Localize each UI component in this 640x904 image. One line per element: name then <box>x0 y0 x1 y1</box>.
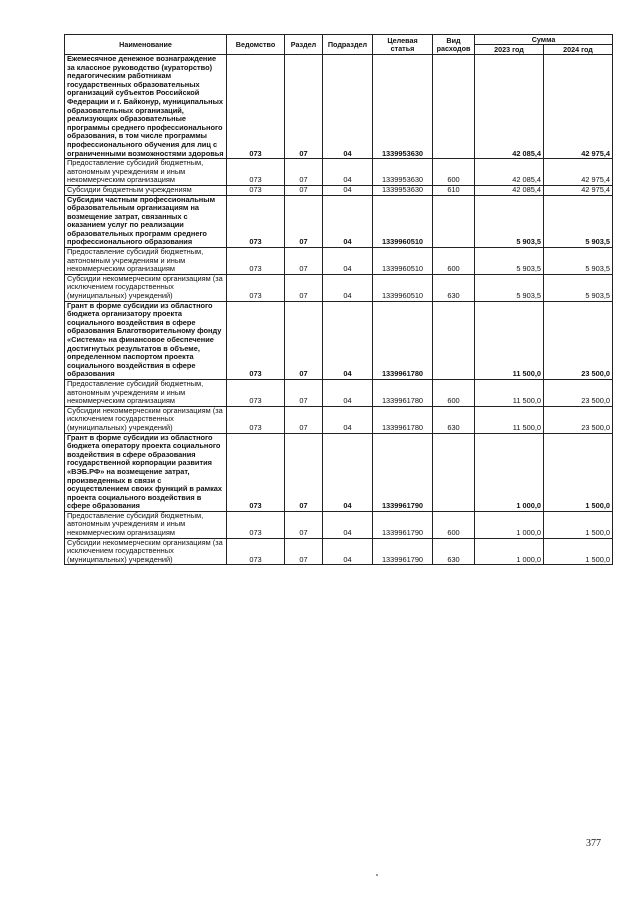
cell-name: Ежемесячное денежное вознаграждение за классное руководство (кураторство) педагогическим работникам государственных образовательных организаций субъектов Российской Федерации и г. Байконур, муниципальных образовательных организаций, реализующих образовательные программы среднего профессионального образования, в том числе программы профессионального обучения для лиц с ограниченными возможностями здоровья <box>65 55 227 159</box>
cell-department: 073 <box>227 274 285 301</box>
cell-subsection: 04 <box>323 55 373 159</box>
cell-expense-type: 600 <box>433 248 475 275</box>
cell-department: 073 <box>227 433 285 511</box>
cell-department: 073 <box>227 55 285 159</box>
cell-2024: 1 500,0 <box>544 538 613 565</box>
table-row <box>65 159 613 186</box>
cell-target: 1339961780 <box>373 379 433 406</box>
cell-2023: 42 085,4 <box>475 185 544 195</box>
header-sum: Сумма <box>475 35 613 45</box>
cell-department: 073 <box>227 185 285 195</box>
cell-target: 1339953630 <box>373 159 433 186</box>
cell-expense-type: 630 <box>433 274 475 301</box>
cell-2024: 23 500,0 <box>544 301 613 379</box>
cell-department: 073 <box>227 511 285 538</box>
cell-section: 07 <box>285 406 323 433</box>
cell-section: 07 <box>285 379 323 406</box>
cell-target: 1339961790 <box>373 538 433 565</box>
table-body <box>65 55 613 565</box>
table-row <box>65 185 613 195</box>
cell-subsection: 04 <box>323 511 373 538</box>
cell-name: Предоставление субсидий бюджетным, автономным учреждениям и иным некоммерческим организациям <box>65 159 227 186</box>
table-row <box>65 55 613 159</box>
cell-target: 1339961790 <box>373 433 433 511</box>
cell-2023: 42 085,4 <box>475 55 544 159</box>
cell-name: Предоставление субсидий бюджетным, автономным учреждениям и иным некоммерческим организациям <box>65 379 227 406</box>
cell-section: 07 <box>285 301 323 379</box>
table-row <box>65 379 613 406</box>
cell-target: 1339960510 <box>373 248 433 275</box>
cell-subsection: 04 <box>323 195 373 248</box>
table-row <box>65 195 613 248</box>
cell-name: Субсидии некоммерческим организациям (за исключением государственных (муниципальных) учреждений) <box>65 406 227 433</box>
header-section: Раздел <box>285 35 323 55</box>
cell-subsection: 04 <box>323 406 373 433</box>
cell-2024: 1 500,0 <box>544 433 613 511</box>
cell-department: 073 <box>227 195 285 248</box>
cell-target: 1339960510 <box>373 195 433 248</box>
table-row <box>65 538 613 565</box>
cell-2023: 11 500,0 <box>475 379 544 406</box>
cell-section: 07 <box>285 185 323 195</box>
cell-department: 073 <box>227 538 285 565</box>
cell-2024: 5 903,5 <box>544 248 613 275</box>
table-row <box>65 433 613 511</box>
cell-section: 07 <box>285 195 323 248</box>
cell-expense-type: 610 <box>433 185 475 195</box>
cell-section: 07 <box>285 433 323 511</box>
header-year-2023: 2023 год <box>475 45 544 55</box>
cell-2024: 1 500,0 <box>544 511 613 538</box>
cell-2023: 11 500,0 <box>475 406 544 433</box>
cell-section: 07 <box>285 274 323 301</box>
cell-subsection: 04 <box>323 433 373 511</box>
cell-subsection: 04 <box>323 248 373 275</box>
cell-expense-type <box>433 433 475 511</box>
cell-2024: 5 903,5 <box>544 274 613 301</box>
cell-name: Субсидии частным профессиональным образовательным организациям на возмещение затрат, связанных с оказанием услуг по реализации образовательных программ среднего профессионального образования <box>65 195 227 248</box>
cell-expense-type: 600 <box>433 511 475 538</box>
cell-expense-type <box>433 195 475 248</box>
header-year-2024: 2024 год <box>544 45 613 55</box>
cell-subsection: 04 <box>323 274 373 301</box>
cell-subsection: 04 <box>323 301 373 379</box>
cell-name: Субсидии некоммерческим организациям (за исключением государственных (муниципальных) учреждений) <box>65 274 227 301</box>
cell-2023: 1 000,0 <box>475 511 544 538</box>
cell-target: 1339953630 <box>373 55 433 159</box>
cell-subsection: 04 <box>323 159 373 186</box>
scan-speck <box>376 874 378 876</box>
cell-name: Субсидии некоммерческим организациям (за исключением государственных (муниципальных) учреждений) <box>65 538 227 565</box>
cell-section: 07 <box>285 248 323 275</box>
cell-name: Грант в форме субсидии из областного бюджета оператору проекта социального воздействия в сфере образования государственной корпорации развития «ВЭБ.РФ» на возмещение затрат, произведенных в связи с осуществлением своих функций в рамках проекта социального воздействия в сфере образования <box>65 433 227 511</box>
cell-subsection: 04 <box>323 185 373 195</box>
cell-2024: 42 975,4 <box>544 185 613 195</box>
cell-target: 1339953630 <box>373 185 433 195</box>
cell-2023: 11 500,0 <box>475 301 544 379</box>
cell-section: 07 <box>285 55 323 159</box>
cell-name: Субсидии бюджетным учреждениям <box>65 185 227 195</box>
cell-2024: 5 903,5 <box>544 195 613 248</box>
cell-2023: 5 903,5 <box>475 248 544 275</box>
cell-2023: 5 903,5 <box>475 195 544 248</box>
cell-department: 073 <box>227 406 285 433</box>
header-name: Наименование <box>65 35 227 55</box>
table-row <box>65 511 613 538</box>
cell-2024: 42 975,4 <box>544 55 613 159</box>
cell-expense-type <box>433 301 475 379</box>
table-row <box>65 274 613 301</box>
cell-department: 073 <box>227 379 285 406</box>
cell-2023: 1 000,0 <box>475 538 544 565</box>
cell-2023: 5 903,5 <box>475 274 544 301</box>
cell-2024: 23 500,0 <box>544 379 613 406</box>
table-row <box>65 406 613 433</box>
header-department: Ведомство <box>227 35 285 55</box>
cell-expense-type: 600 <box>433 159 475 186</box>
header-expense-type: Вид расходов <box>433 35 475 55</box>
cell-target: 1339961780 <box>373 406 433 433</box>
cell-name: Предоставление субсидий бюджетным, автономным учреждениям и иным некоммерческим организациям <box>65 511 227 538</box>
header-subsection: Подраздел <box>323 35 373 55</box>
cell-target: 1339961790 <box>373 511 433 538</box>
cell-department: 073 <box>227 248 285 275</box>
header-target: Целевая статья <box>373 35 433 55</box>
cell-2024: 42 975,4 <box>544 159 613 186</box>
cell-section: 07 <box>285 538 323 565</box>
cell-name: Предоставление субсидий бюджетным, автономным учреждениям и иным некоммерческим организациям <box>65 248 227 275</box>
cell-2023: 1 000,0 <box>475 433 544 511</box>
cell-2024: 23 500,0 <box>544 406 613 433</box>
cell-expense-type: 630 <box>433 406 475 433</box>
budget-table <box>64 34 613 565</box>
cell-department: 073 <box>227 159 285 186</box>
page-number: 377 <box>586 838 601 849</box>
cell-target: 1339961780 <box>373 301 433 379</box>
cell-expense-type: 630 <box>433 538 475 565</box>
table-row <box>65 301 613 379</box>
cell-name: Грант в форме субсидии из областного бюджета организатору проекта социального воздействия в сфере образования Благотворительному фонду «Система» на финансовое обеспечение достигнутых результатов в объеме, определенном паспортом проекта социального воздействия в сфере образования <box>65 301 227 379</box>
table-row <box>65 248 613 275</box>
cell-department: 073 <box>227 301 285 379</box>
cell-subsection: 04 <box>323 379 373 406</box>
cell-expense-type <box>433 55 475 159</box>
cell-target: 1339960510 <box>373 274 433 301</box>
cell-section: 07 <box>285 511 323 538</box>
cell-expense-type: 600 <box>433 379 475 406</box>
cell-2023: 42 085,4 <box>475 159 544 186</box>
cell-subsection: 04 <box>323 538 373 565</box>
cell-section: 07 <box>285 159 323 186</box>
